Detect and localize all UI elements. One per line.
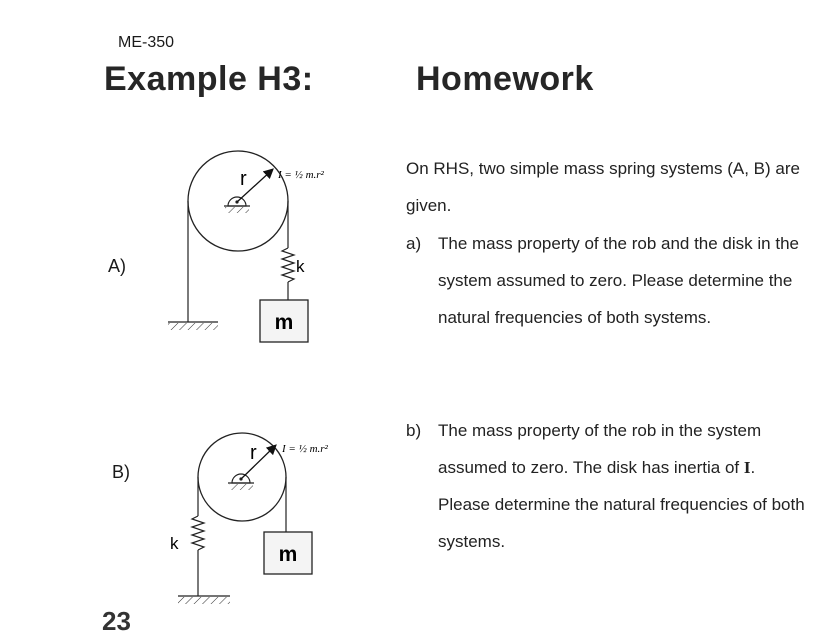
inertia-formula-a: I = ½ m.r² <box>278 169 324 181</box>
question-b-marker: b) <box>406 421 422 440</box>
page-number: 23 <box>102 606 131 636</box>
diagram-a-label: A) <box>108 256 126 276</box>
radius-label-a: r <box>240 168 247 190</box>
question-b <box>406 412 806 560</box>
question-a-text: The mass property of the rob and the disk in the system assumed to zero. Please determine the natural frequencies of both systems. <box>438 234 799 327</box>
question-b-body <box>438 412 806 560</box>
spring-b <box>192 516 204 550</box>
diagram-b-label: B) <box>112 462 130 482</box>
page-subtitle: Homework <box>416 60 594 98</box>
diagram-b <box>170 433 329 604</box>
inertia-symbol: I <box>743 458 751 477</box>
radius-arrow-b <box>241 446 275 479</box>
disk-b <box>198 433 286 521</box>
question-a-marker: a) <box>406 234 422 253</box>
pivot-b <box>228 474 254 490</box>
spring-label-a: k <box>296 257 305 276</box>
ground-a <box>168 323 218 330</box>
spring-a <box>282 248 294 282</box>
inertia-formula-b: I = ½ m.r² <box>282 443 328 455</box>
page-title: Example H3: <box>104 60 314 98</box>
intro-text: On RHS, two simple mass spring systems (A, B) are given. <box>406 159 800 215</box>
radius-label-b: r <box>250 442 257 464</box>
question-a <box>406 225 806 336</box>
mass-label-b: m <box>278 543 298 566</box>
spring-label-b: k <box>170 534 179 553</box>
diagram-a <box>168 151 325 342</box>
question-b-text-after: . Please determine the natural frequencies of both systems. <box>438 458 805 551</box>
course-code: ME-350 <box>118 34 175 51</box>
mass-label-a: m <box>274 311 294 334</box>
question-b-text-before: The mass property of the rob in the system assumed to zero. The disk has inertia of <box>438 421 762 477</box>
ground-b <box>178 597 230 604</box>
pivot-a <box>224 197 250 213</box>
